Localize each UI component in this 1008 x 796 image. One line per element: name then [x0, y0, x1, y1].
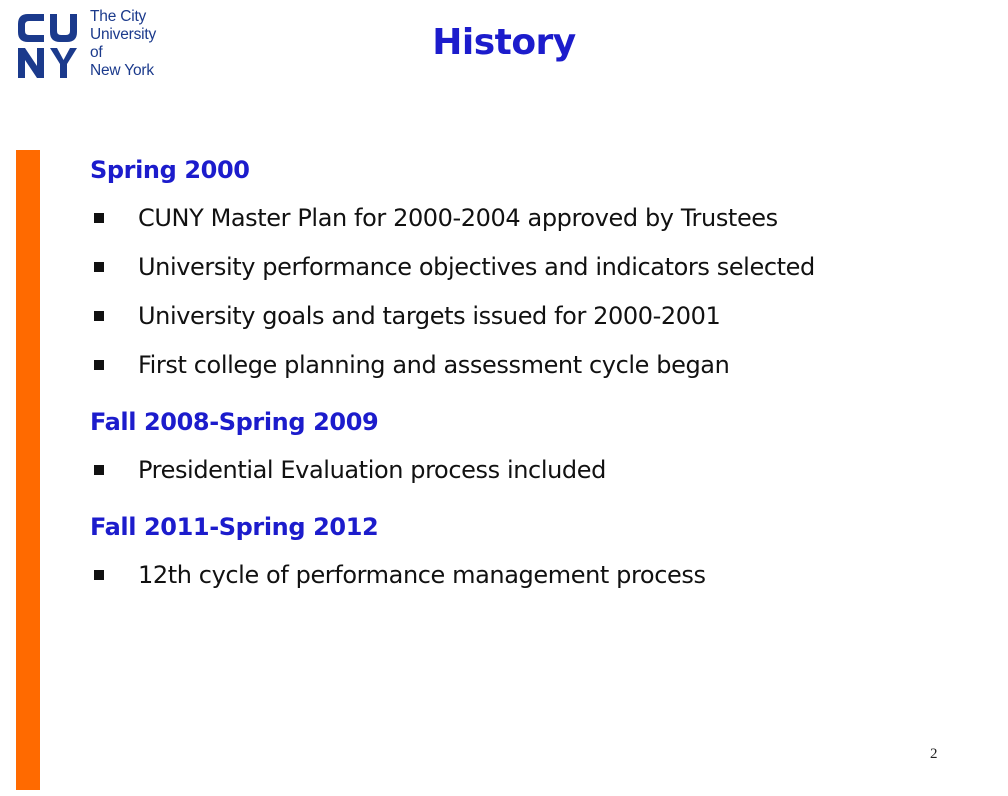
square-bullet-icon [94, 360, 104, 370]
slide-title: History [432, 22, 576, 63]
bullet-item [90, 455, 970, 485]
section-heading: Fall 2011-Spring 2012 [90, 513, 379, 541]
bullet-list [90, 455, 970, 485]
section-heading: Fall 2008-Spring 2009 [90, 408, 379, 436]
accent-bar [16, 150, 40, 790]
logo-line: The City [90, 8, 147, 25]
bullet-item [90, 301, 970, 331]
bullet-text: First college planning and assessment cycle began [138, 351, 730, 379]
logo-line: New York [90, 62, 154, 79]
bullet-item [90, 350, 970, 380]
page-number: 2 [930, 746, 938, 762]
bullet-item [90, 560, 970, 590]
section-spring-2000 [90, 155, 970, 380]
logo-line: University [90, 26, 157, 43]
section-heading: Spring 2000 [90, 156, 250, 184]
section-fall-2008-spring-2009 [90, 407, 970, 485]
slide-content [90, 155, 970, 617]
bullet-text: CUNY Master Plan for 2000-2004 approved by Trustees [138, 204, 778, 232]
section-fall-2011-spring-2012 [90, 512, 970, 590]
logo-line: of [90, 44, 103, 61]
square-bullet-icon [94, 465, 104, 475]
bullet-text: University goals and targets issued for 2000-2001 [138, 302, 721, 330]
square-bullet-icon [94, 570, 104, 580]
bullet-list [90, 203, 970, 380]
bullet-item [90, 252, 970, 282]
bullet-item [90, 203, 970, 233]
square-bullet-icon [94, 213, 104, 223]
bullet-text: Presidential Evaluation process included [138, 456, 606, 484]
square-bullet-icon [94, 311, 104, 321]
square-bullet-icon [94, 262, 104, 272]
bullet-text: University performance objectives and indicators selected [138, 253, 815, 281]
bullet-list [90, 560, 970, 590]
bullet-text: 12th cycle of performance management process [138, 561, 706, 589]
